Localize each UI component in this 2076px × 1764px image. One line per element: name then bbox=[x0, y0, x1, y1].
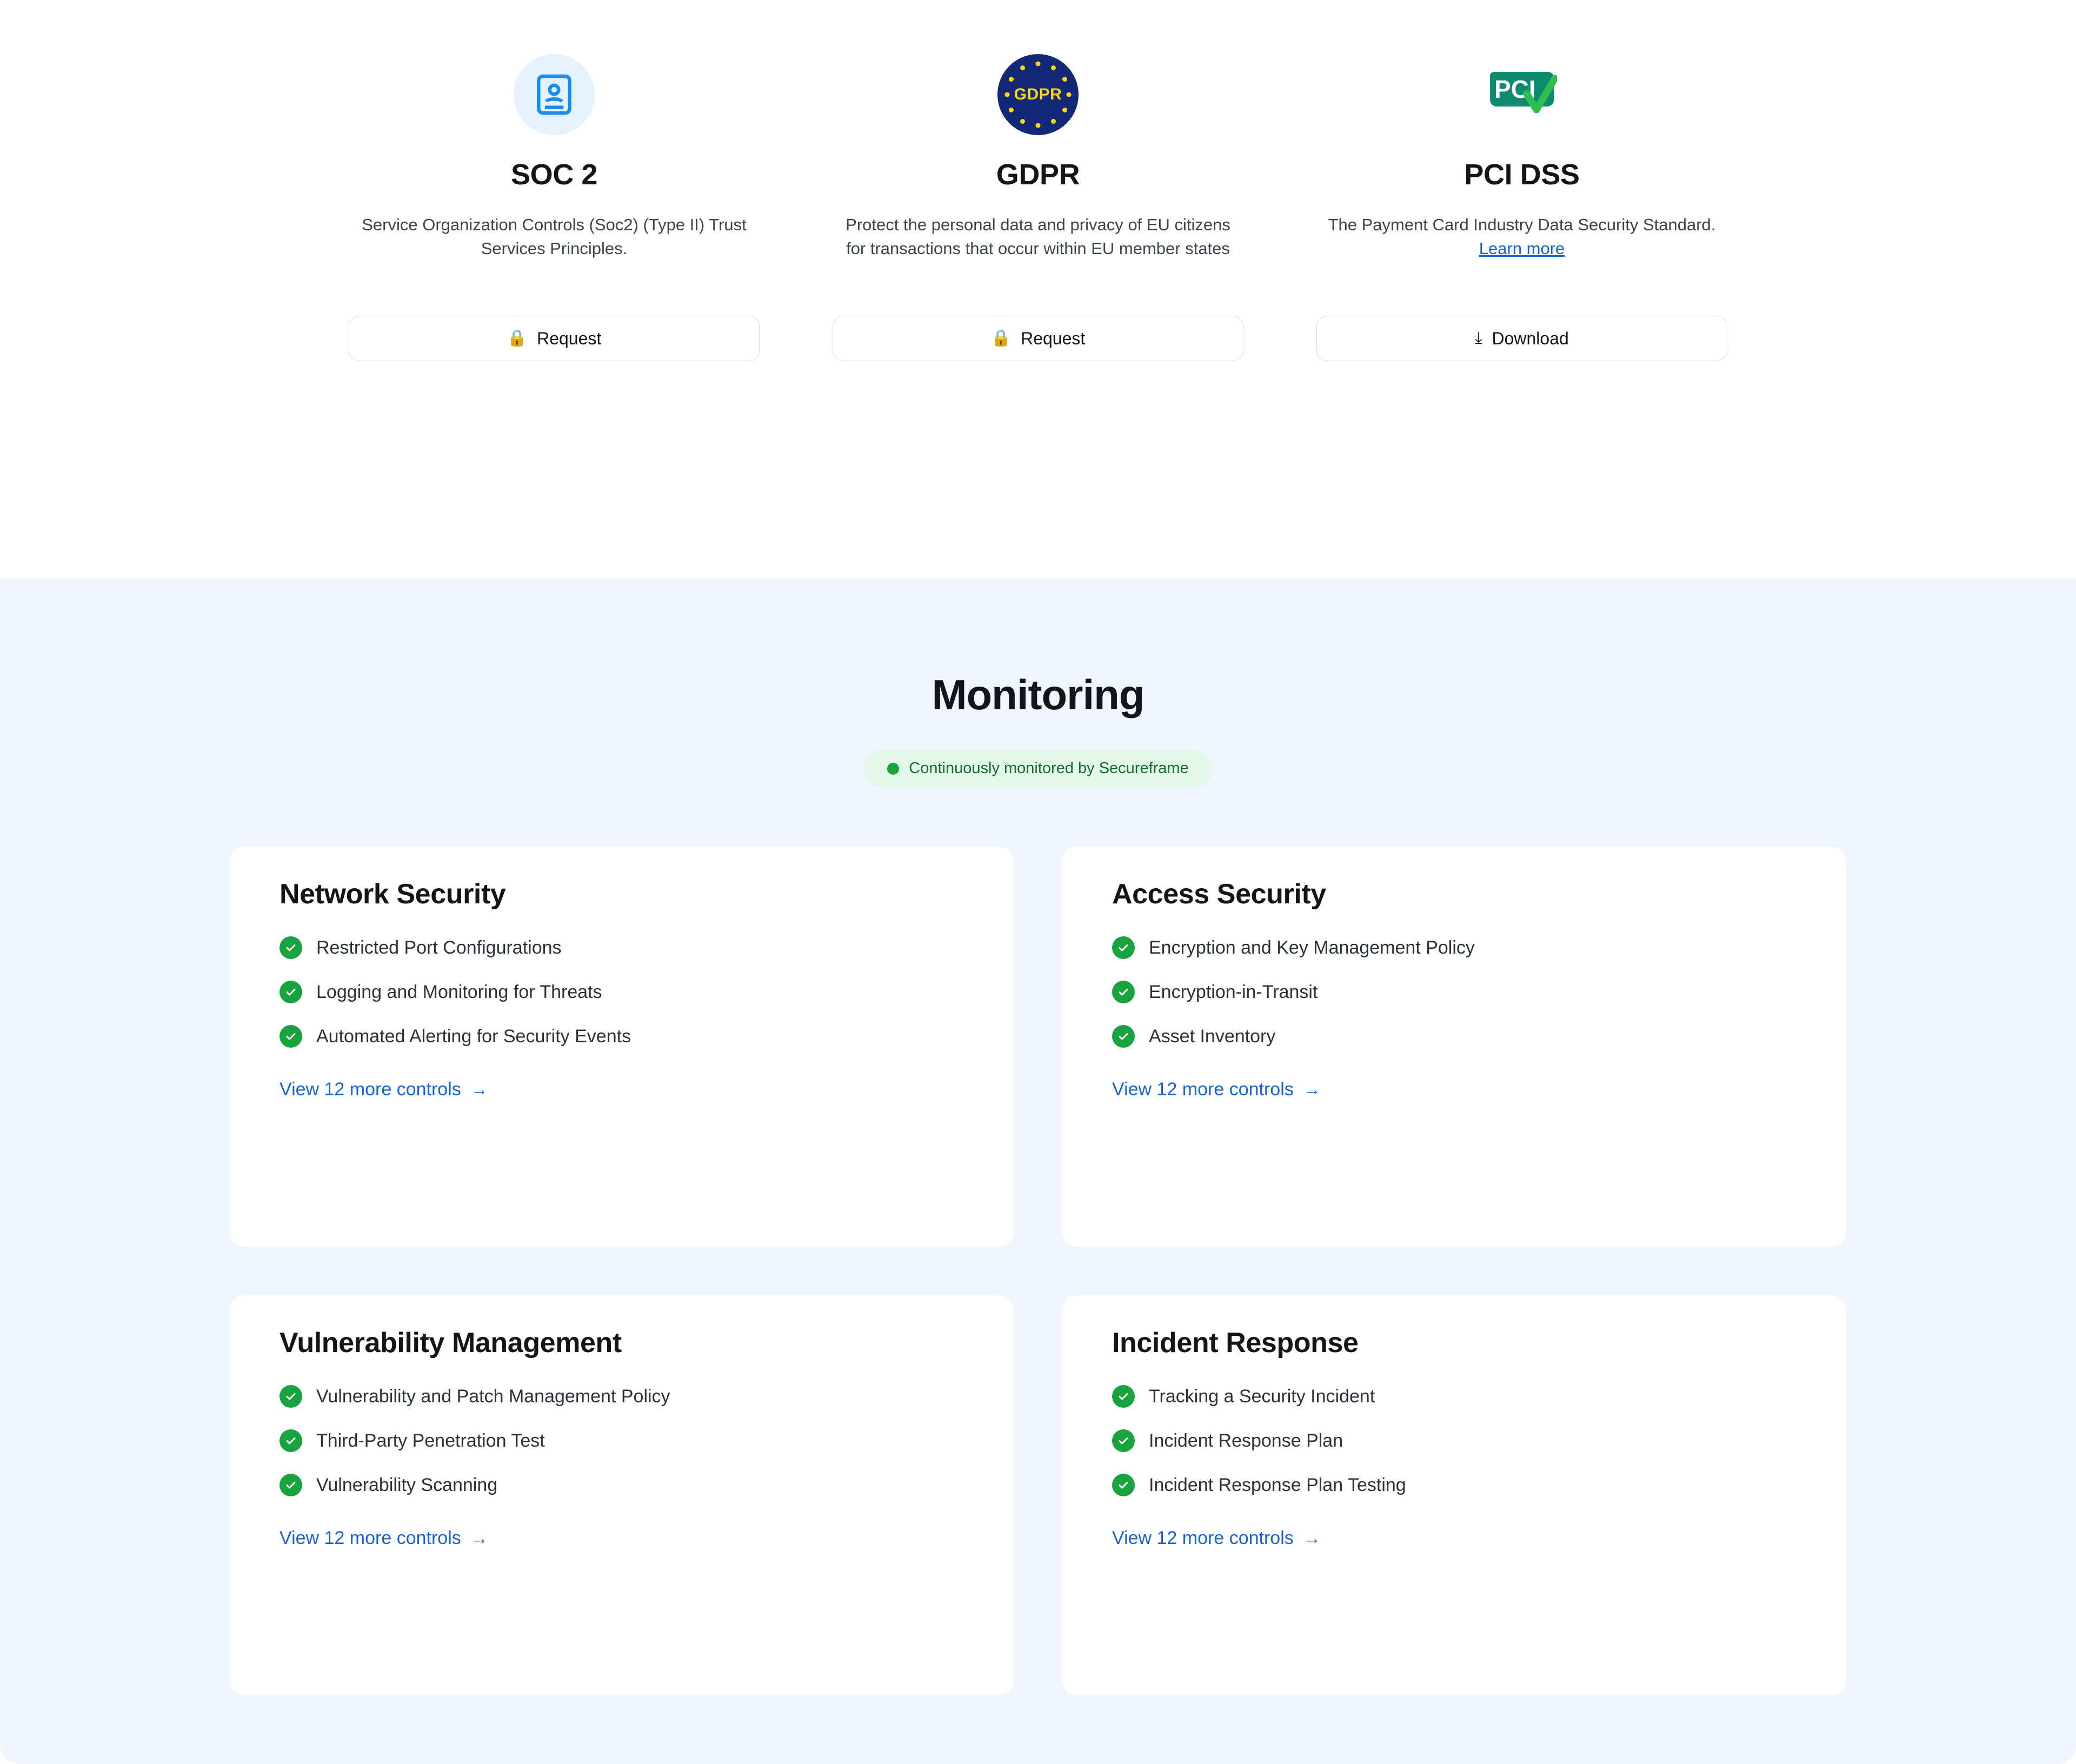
status-badge-label: Continuously monitored by Secureframe bbox=[909, 760, 1189, 777]
view-more-controls-link[interactable] bbox=[230, 1069, 1014, 1100]
monitoring-card-network-security bbox=[230, 847, 1014, 1247]
list-item bbox=[280, 1025, 964, 1048]
compliance-card-gdpr bbox=[831, 54, 1245, 361]
check-circle-icon bbox=[280, 936, 302, 959]
view-more-controls-link[interactable] bbox=[1062, 1518, 1846, 1549]
page-title: SOC 2 bbox=[510, 158, 598, 191]
control-label: Third-Party Penetration Test bbox=[316, 1430, 545, 1451]
card-title: Vulnerability Management bbox=[280, 1327, 622, 1359]
check-circle-icon bbox=[280, 1025, 302, 1048]
compliance-card-grid bbox=[0, 32, 2076, 361]
request-button-gdpr[interactable] bbox=[833, 316, 1243, 361]
check-circle-icon bbox=[1112, 1429, 1135, 1452]
compliance-card-soc2 bbox=[348, 54, 761, 361]
monitoring-section bbox=[0, 578, 2076, 1764]
check-circle-icon bbox=[280, 1385, 302, 1408]
learn-more-link[interactable]: Learn more bbox=[1479, 239, 1565, 258]
view-more-controls-label: View 12 more controls bbox=[280, 1079, 461, 1100]
control-label: Incident Response Plan bbox=[1149, 1430, 1343, 1451]
soc2-certificate-icon bbox=[514, 54, 595, 135]
check-circle-icon bbox=[1112, 1474, 1135, 1496]
control-list bbox=[230, 1385, 1014, 1496]
control-label: Automated Alerting for Security Events bbox=[316, 1026, 631, 1047]
control-label: Tracking a Security Incident bbox=[1149, 1386, 1375, 1407]
check-circle-icon bbox=[1112, 1385, 1135, 1408]
list-item bbox=[1112, 981, 1796, 1003]
list-item bbox=[280, 1429, 964, 1452]
monitoring-card-access-security bbox=[1062, 847, 1846, 1247]
card-title: Access Security bbox=[1112, 878, 1326, 910]
compliance-description-text: The Payment Card Industry Data Security Standard. bbox=[1328, 215, 1716, 234]
card-title: Incident Response bbox=[1112, 1327, 1359, 1359]
list-item bbox=[280, 1385, 964, 1408]
monitoring-status-wrap bbox=[0, 750, 2076, 787]
control-label: Encryption and Key Management Policy bbox=[1149, 937, 1475, 958]
view-more-controls-label: View 12 more controls bbox=[1112, 1528, 1294, 1548]
monitoring-card-vulnerability-management bbox=[230, 1295, 1014, 1695]
compliance-description bbox=[1322, 213, 1722, 294]
download-button-pci-dss[interactable] bbox=[1316, 316, 1727, 361]
list-item bbox=[280, 936, 964, 959]
control-label: Restricted Port Configurations bbox=[316, 937, 562, 958]
download-button-label: Download bbox=[1492, 328, 1569, 348]
list-item bbox=[1112, 1385, 1796, 1408]
status-dot-icon bbox=[887, 763, 899, 775]
compliance-description-text: Service Organization Controls (Soc2) (Type II) Trust Services Principles. bbox=[362, 215, 747, 258]
view-more-controls-label: View 12 more controls bbox=[1112, 1079, 1294, 1100]
list-item bbox=[1112, 936, 1796, 959]
request-button-label: Request bbox=[1021, 328, 1086, 348]
monitoring-card-incident-response bbox=[1062, 1295, 1846, 1695]
check-circle-icon bbox=[280, 981, 302, 1003]
list-item bbox=[280, 1474, 964, 1496]
control-label: Logging and Monitoring for Threats bbox=[316, 981, 602, 1002]
list-item bbox=[1112, 1429, 1796, 1452]
lock-icon: 🔒 bbox=[507, 329, 528, 347]
lock-icon: 🔒 bbox=[990, 329, 1012, 347]
arrow-right-icon: → bbox=[1303, 1080, 1321, 1099]
control-list bbox=[1062, 1385, 1846, 1496]
compliance-section bbox=[0, 0, 2076, 578]
control-label: Asset Inventory bbox=[1149, 1026, 1276, 1047]
check-circle-icon bbox=[280, 1474, 302, 1496]
check-circle-icon bbox=[1112, 936, 1135, 959]
control-list bbox=[230, 936, 1014, 1048]
view-more-controls-label: View 12 more controls bbox=[280, 1528, 461, 1548]
arrow-right-icon: → bbox=[470, 1080, 488, 1099]
view-more-controls-link[interactable] bbox=[1062, 1069, 1846, 1100]
page-title: PCI DSS bbox=[1464, 158, 1580, 191]
check-circle-icon bbox=[1112, 981, 1135, 1003]
compliance-description bbox=[354, 213, 754, 294]
gdpr-eu-icon bbox=[997, 54, 1079, 135]
check-circle-icon bbox=[280, 1429, 302, 1452]
arrow-right-icon: → bbox=[470, 1528, 488, 1548]
monitoring-heading: Monitoring bbox=[931, 671, 1145, 718]
control-label: Incident Response Plan Testing bbox=[1149, 1474, 1406, 1495]
monitoring-card-grid bbox=[230, 847, 1846, 1695]
gdpr-badge-label: GDPR bbox=[1014, 85, 1062, 103]
status-badge bbox=[863, 750, 1212, 787]
compliance-description bbox=[838, 213, 1238, 294]
view-more-controls-link[interactable] bbox=[230, 1518, 1014, 1549]
compliance-card-pci-dss bbox=[1315, 54, 1729, 361]
check-circle-icon bbox=[1112, 1025, 1135, 1048]
control-label: Encryption-in-Transit bbox=[1149, 981, 1318, 1002]
list-item bbox=[1112, 1474, 1796, 1496]
download-icon: ⤓ bbox=[1475, 329, 1482, 347]
list-item bbox=[1112, 1025, 1796, 1048]
request-button-label: Request bbox=[537, 328, 602, 348]
page-title: GDPR bbox=[996, 158, 1080, 191]
control-label: Vulnerability and Patch Management Policy bbox=[316, 1386, 670, 1407]
control-list bbox=[1062, 936, 1846, 1048]
list-item bbox=[280, 981, 964, 1003]
pci-dss-icon bbox=[1481, 54, 1562, 135]
compliance-description-text: Protect the personal data and privacy of EU citizens for transactions that occur within EU member states bbox=[846, 215, 1230, 258]
control-label: Vulnerability Scanning bbox=[316, 1474, 498, 1495]
svg-text:PCI: PCI bbox=[1494, 75, 1536, 103]
arrow-right-icon: → bbox=[1303, 1528, 1321, 1548]
card-title: Network Security bbox=[280, 878, 506, 910]
request-button-soc2[interactable] bbox=[349, 316, 760, 361]
